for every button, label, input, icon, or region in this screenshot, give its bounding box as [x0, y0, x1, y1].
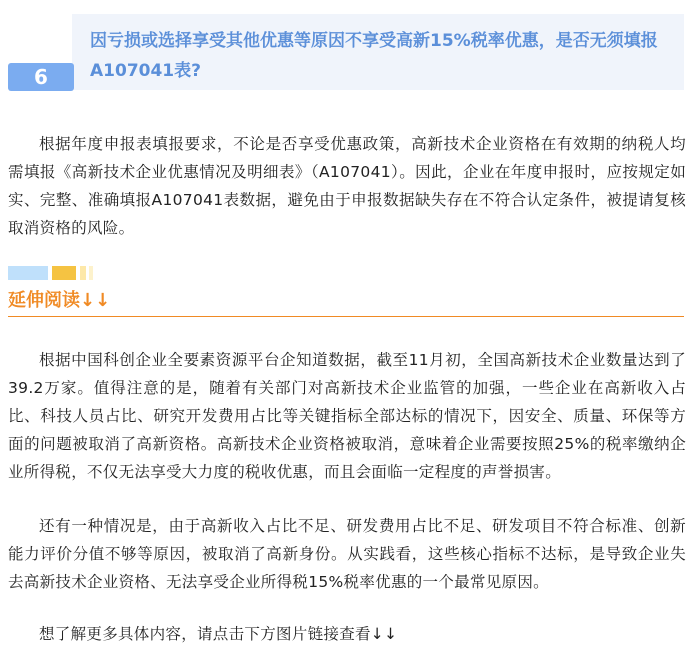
- reading-paragraph-1: 根据中国科创企业全要素资源平台企知道数据，截至11月初，全国高新技术企业数量达到了39.2万家。值得注意的是，随着有关部门对高新技术企业监管的加强，一些企业在高新收入占比、科技人员占比、研究开发费用占比等关键指标全部达标的情况下，因安全、质量、环保等方面的问题被取消了高新资格。高新技术企业资格被取消，意味着企业需要按照25%的税率缴纳企业所得税，不仅无法享受大力度的税收优惠，而且会面临一定程度的声誉损害。: [8, 351, 686, 481]
- decor-bar-pale-yellow: [89, 266, 93, 280]
- reading-paragraph-2: 还有一种情况是，由于高新收入占比不足、研发费用占比不足、研发项目不符合标准、创新能力评价分值不够等原因，被取消了高新身份。从实践看，这些核心指标不达标，是导致企业失去高新技术企业资格、无法享受企业所得税15%税率优惠的一个最常见原因。: [8, 517, 686, 591]
- question-text: 因亏损或选择享受其他优惠等原因不享受高新15%税率优惠，是否无须填报A107041表?: [90, 31, 658, 81]
- reading-link-prompt[interactable]: 想了解更多具体内容，请点击下方图片链接查看↓↓: [39, 625, 398, 643]
- decor-bar-yellow: [52, 266, 76, 280]
- decor-bar-light-yellow: [80, 266, 86, 280]
- section-title: 延伸阅读↓↓: [8, 290, 111, 311]
- section-divider: [8, 316, 684, 317]
- answer-paragraph: 根据年度申报表填报要求，不论是否享受优惠政策，高新技术企业资格在有效期的纳税人均需填报《高新技术企业优惠情况及明细表》（A107041）。因此，企业在年度申报时，应按规定如实、完整、准确填报A107041表数据，避免由于申报数据缺失存在不符合认定条件，被提请复核取消资格的风险。: [8, 135, 686, 237]
- decor-bar-blue: [8, 266, 48, 280]
- question-number-badge: 6: [8, 63, 74, 91]
